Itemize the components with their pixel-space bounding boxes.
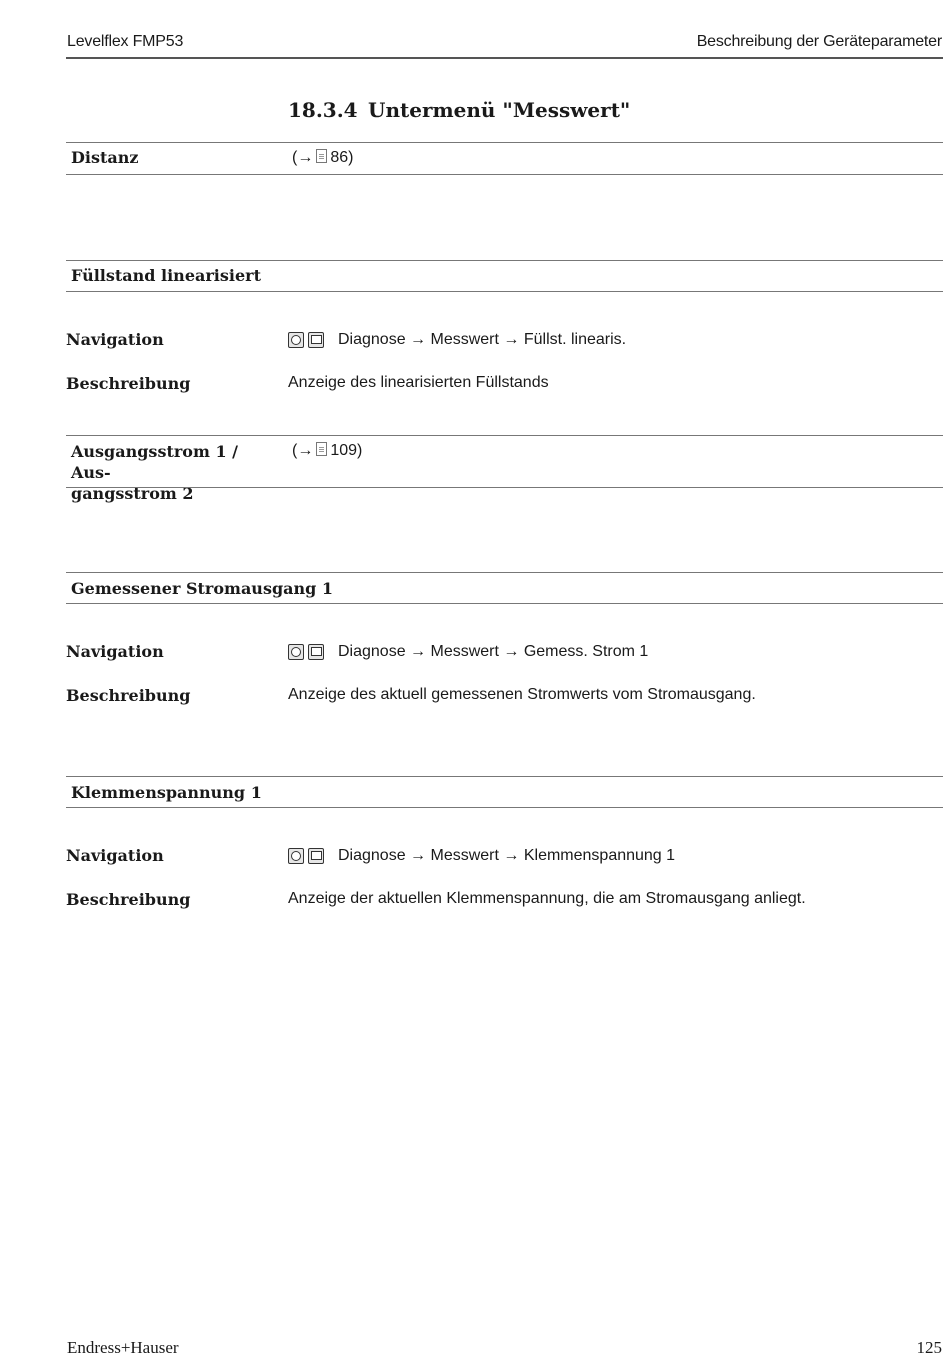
divider	[66, 572, 943, 573]
beschreibung-label: Beschreibung	[66, 890, 191, 909]
ref-page: 109)	[330, 442, 363, 459]
page-reference-distanz[interactable]	[292, 149, 353, 167]
divider	[66, 260, 943, 261]
ref-page: 86)	[330, 149, 354, 166]
navigation-label: Navigation	[66, 642, 164, 661]
param-name-distanz: Distanz	[71, 148, 139, 167]
beschreibung-text: Anzeige des aktuell gemessenen Stromwerts vom Stromausgang.	[288, 686, 756, 703]
divider	[66, 487, 943, 488]
navigation-path-gemessener-strom	[288, 643, 648, 661]
divider	[66, 174, 943, 175]
navigation-path-fuellstand	[288, 331, 626, 349]
device-display-icon	[288, 332, 304, 348]
divider	[66, 435, 943, 436]
navigation-path-text: Diagnose → Messwert → Gemess. Strom 1	[338, 643, 649, 660]
navigation-label: Navigation	[66, 846, 164, 865]
divider	[66, 807, 943, 808]
divider	[66, 603, 943, 604]
param-name-line-1: Ausgangsstrom 1 / Aus-	[71, 442, 238, 482]
ref-arrow: (→	[292, 442, 314, 459]
page-reference-ausgangsstrom[interactable]	[292, 442, 362, 460]
beschreibung-label: Beschreibung	[66, 686, 191, 705]
section-title: Untermenü "Messwert"	[368, 98, 631, 122]
device-operating-icon	[308, 848, 324, 864]
device-operating-icon	[308, 644, 324, 660]
section-heading	[288, 98, 630, 122]
footer-company: Endress+Hauser	[67, 1338, 179, 1357]
param-name-ausgangsstrom	[71, 441, 271, 504]
device-display-icon	[288, 848, 304, 864]
divider	[66, 776, 943, 777]
page-reference-icon	[316, 149, 327, 163]
section-number: 18.3.4	[288, 98, 358, 122]
navigation-path-text: Diagnose → Messwert → Füllst. linearis.	[338, 331, 627, 348]
param-name-line-2: gangsstrom 2	[71, 484, 194, 503]
param-name-fuellstand-linearisiert: Füllstand linearisiert	[71, 266, 261, 285]
page-reference-icon	[316, 442, 327, 456]
param-name-gemessener-stromausgang: Gemessener Stromausgang 1	[71, 579, 334, 598]
header-chapter-title: Beschreibung der Geräteparameter	[696, 33, 942, 50]
navigation-label: Navigation	[66, 330, 164, 349]
beschreibung-text: Anzeige der aktuellen Klemmenspannung, die am Stromausgang anliegt.	[288, 890, 806, 907]
page-number: 125	[916, 1338, 942, 1357]
beschreibung-label: Beschreibung	[66, 374, 191, 393]
device-display-icon	[288, 644, 304, 660]
param-name-klemmenspannung: Klemmenspannung 1	[71, 783, 262, 802]
navigation-path-klemmenspannung	[288, 847, 675, 865]
ref-arrow: (→	[292, 149, 314, 166]
device-operating-icon	[308, 332, 324, 348]
header-document-title: Levelflex FMP53	[67, 33, 184, 50]
header-rule	[66, 57, 943, 59]
divider	[66, 291, 943, 292]
divider	[66, 142, 943, 143]
navigation-path-text: Diagnose → Messwert → Klemmenspannung 1	[338, 847, 676, 864]
beschreibung-text: Anzeige des linearisierten Füllstands	[288, 374, 549, 391]
